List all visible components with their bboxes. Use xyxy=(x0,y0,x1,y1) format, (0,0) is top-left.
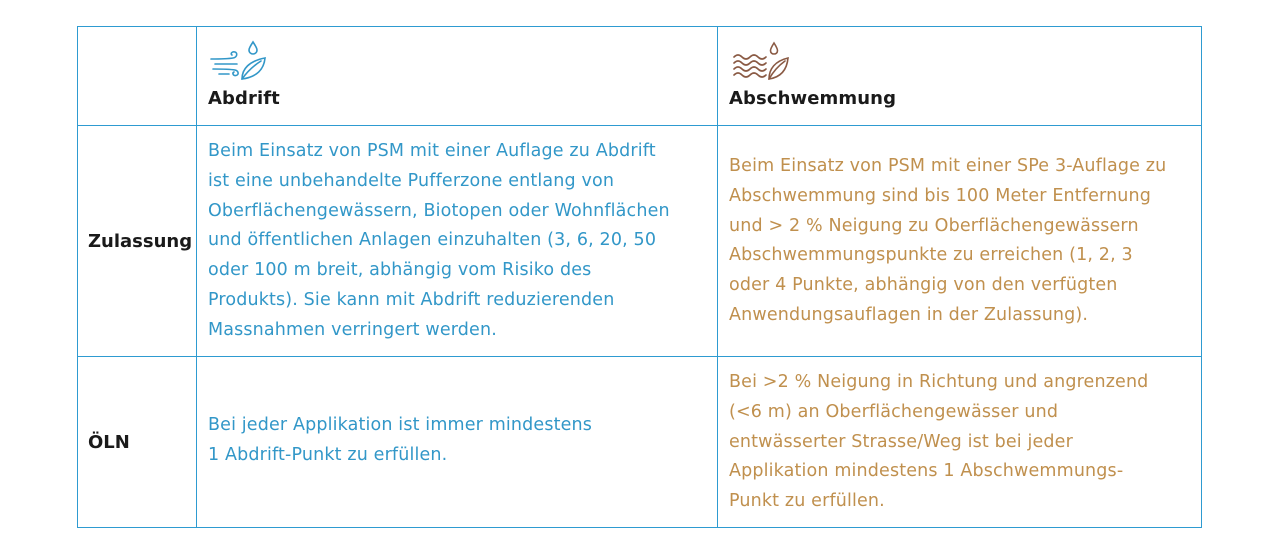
oeln-abschwemmung-text: Bei >2 % Neigung in Richtung und angrenzend (<6 m) an Oberflächengewässer und entwässerter Strasse/Weg ist bei jeder Applikation mindestens 1 Abschwemmungs- Punkt zu erfüllen. xyxy=(729,372,1149,512)
column-header-abschwemmung: Abschwemmung xyxy=(729,88,897,109)
wind-drift-icon xyxy=(209,39,269,83)
column-header-abdrift: Abdrift xyxy=(208,88,280,109)
header-cell-abdrift xyxy=(197,27,717,125)
oeln-abdrift-text: Bei jeder Applikation ist immer mindestens 1 Abdrift-Punkt zu erfüllen. xyxy=(208,415,593,465)
row-divider xyxy=(78,356,1201,357)
row-label-oeln: ÖLN xyxy=(88,432,130,453)
runoff-waves-icon xyxy=(732,41,792,83)
zulassung-abschwemmung-text: Beim Einsatz von PSM mit einer SPe 3-Auflage zu Abschwemmung sind bis 100 Meter Entfernung und > 2 % Neigung zu Oberflächengewässern Abschwemmungspunkte zu erreichen (1, 2, 3 oder 4 Punkte, abhängig von den verfügten Anwendungsauflagen in der Zulassung). xyxy=(729,156,1167,325)
header-cell-abschwemmung xyxy=(718,27,1202,125)
row-label-zulassung: Zulassung xyxy=(88,230,193,252)
comparison-table xyxy=(77,26,1202,528)
row-divider xyxy=(78,125,1201,126)
zulassung-abdrift-text: Beim Einsatz von PSM mit einer Auflage zu Abdrift ist eine unbehandelte Pufferzone entlang von Oberflächengewässern, Biotopen oder Wohnflächen und öffentlichen Anlagen einzuhalten (3, 6, 20, 50 oder 100 m breit, abhängig vom Risiko des Produkts). Sie kann mit Abdrift reduzierenden Massnahmen verringert werden. xyxy=(208,141,670,340)
